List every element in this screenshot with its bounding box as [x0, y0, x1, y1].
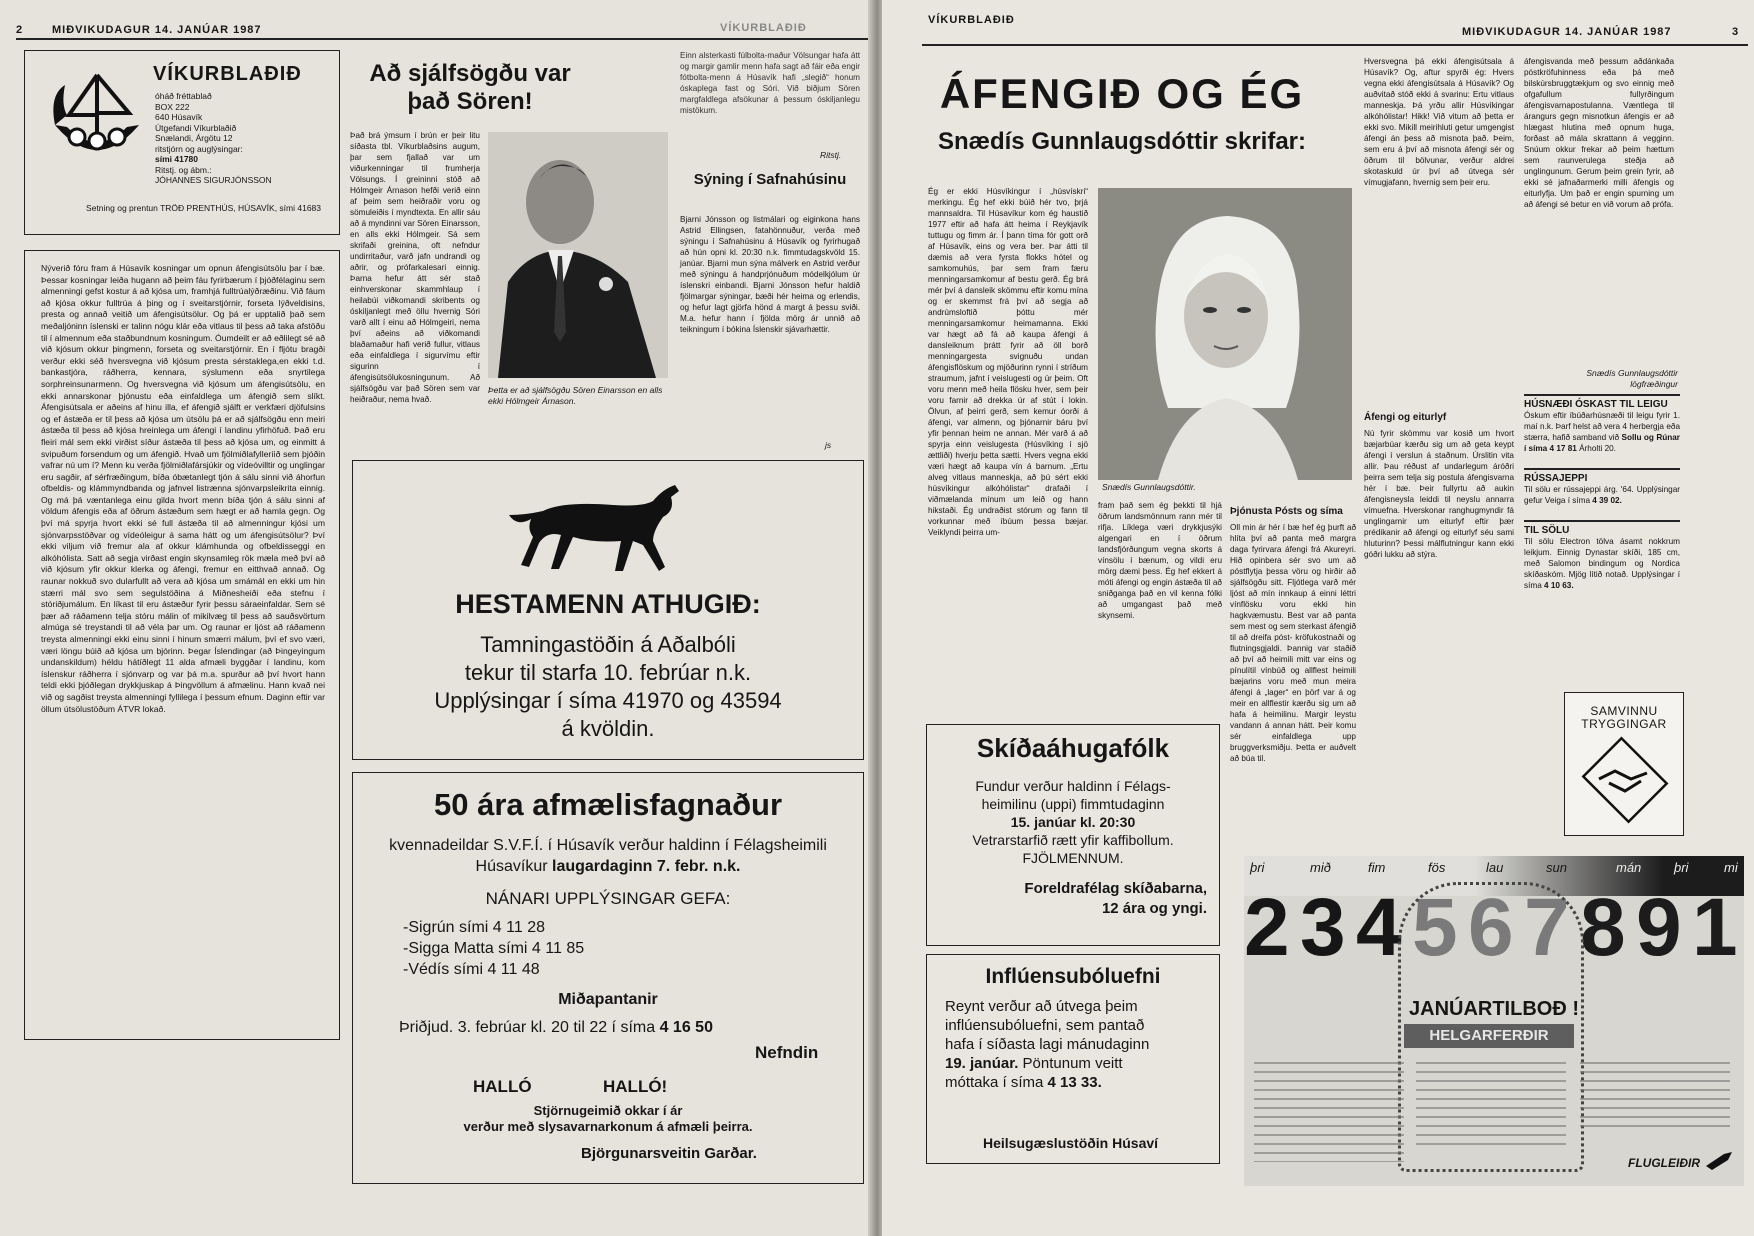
feature-photo: [1098, 188, 1352, 480]
pjonusta-body: Oll min ár hér í bæ hef ég þurft að hlíta því að panta með margra daga fyrirvara áfengi frá Akureyri. Hið opinbera sér svo um að póstflytja þessa vöru og hirðir að sjálfsögðu sitt. Fljótlega varð mér ljóst að mín innkaup á einni léttri vínflösku voru ekki hin hagkvæmustu. Best var að panta sem mest og sem sterkast áfengið til að dreifa póst- kröfukostnaði og flutningsgjaldi. Þannig var staðið að því að heimili mitt var eins og pínulítil vínbúð og allflest heimili bæjarins voru með mun meira áfengi á „lager“ en þörf var á og meir en allflestir kærðu sig um að hafa á heimilinu. Margir leystu vandann á annan hátt. Þeir komu sér einfaldlega upp bruggverksmiðju. Þetta er auðvelt að búa til.: [1230, 523, 1356, 763]
left-page: [0, 0, 872, 1236]
syning-sign: js: [825, 440, 832, 450]
fineprint-right: [1580, 1062, 1730, 1132]
flugleidir-headline: JANÚARTILBOÐ !: [1409, 998, 1579, 1020]
feature-col4: Hversvegna þá ekki áfengisútsala á Húsavík? Og, aftur spyrði ég: Hvers vegna ekki áfengisútsala á Húsavík? Og auðvitað stóð ekki á svarinu: Ertu vitlaus manneskja. Þá yrðu allir Húsvíkingar alkóhólistar! Hikk! Við vitum að þetta er ekki svo. Mikill meirihluti getur umgengist áfengi án þess að misnota það. Þeim, sem eru á því að misnota áfengi sér og öðrum til bölvunar, verður aldrei skotaskuld úr því að útvega sér vímugjafann, hvernig sem þeir eru.: [1364, 57, 1514, 187]
viking-ship-logo: [47, 65, 147, 175]
samvinnu-text: SAMVINNU TRYGGINGAR: [1581, 704, 1667, 731]
afmaeli-committee: Nefndin: [755, 1043, 819, 1062]
digit-row: 2 3 4 5 6 7 8 9 1: [1244, 882, 1738, 973]
afmaeli-info-head: NÁNARI UPPLÝSINGAR GEFA:: [485, 889, 731, 908]
handshake-icon: [1585, 745, 1665, 815]
classified-body: Óskum eftir íbúðarhúsnæði til leigu fyrir 1. maí n.k. Þarf helst að vera 4 herbergja eða stærra, hafið samband við Sollu og Rúnar í síma 4 17 81 Árholti 20.: [1524, 411, 1680, 453]
classified-title: HÚSNÆÐI ÓSKAST TIL LEIGU: [1524, 394, 1680, 410]
right-page: [882, 0, 1754, 1236]
masthead-box: [24, 50, 340, 235]
feature-col5: áfengisvanda með þessum aðdánkaða póstkröfuhinness eða þá með bilskúrsbruggtækjum og svo einnig með ofgafullum fullyrðingum áfengisvarnapostulanna. Væntlega til árangurs gegn misnotkun áfengis er að hlægast hlutina með opnum huga, forðast að mála skrattann á vegginn. Snúum okkur frekar að þeim hættum sem raunverulega steðja að unglingunum. Gerum þeim grein fyrir, að ekki sé jafnaðarmerki milli áfengis og eiturlyfja. Um það er engin spurning um að áfengi sé betur en við vorum að prófa.: [1524, 57, 1674, 209]
classified-title: TIL SÖLU: [1524, 520, 1680, 536]
soren-caption: Þetta er að sjálfsögðu Sören Einarsson en alls ekki Hólmgeir Árnason.: [488, 385, 663, 406]
feature-sign: Snædís Gunnlaugsdóttir lögfræðingur: [1586, 368, 1678, 389]
feature-col1: Ég er ekki Húsvíkingur í „húsvískri“ merkingu. Ég hef ekki búið hér tvo, þrjá mannsaldra. Til Húsavíkur kom ég haustið 1977 eftir að hafa átt heima í Reykjavík tuttugu og fimm ár. Í þann tíma fór gott orð af Húsavík, eins og vera ber. Þar átti til dæmis að vera fyrsta flokks hótel og samkomuhús, þar sem fram færu menningarsamkomur af bestu gerð. Ég brá mér því á dansleik skömmu eftir komu mína og er skemmst frá því að segja að andrúmsloftið þóttu mér menningarsamkomur heimamanna. Ekki var hægt að fá að kaupa áfengi á dansleiknum þrátt fyrir að öll borð menningargesta svignuðu undan áfengisflöskum og mjöðurinn rynni í stríðum straumum, jafnt í veislugesti og úr þeim. Oft voru menn með heila flösku hver, sem þeir voru farnir að drekka úr af stút í lokin. Ölvun, af þeirri gerð, sem kemur óorði á áfengi, var almenn, og þjónarnir báru því yfir þennan heim ne annan. Mér varð á að spyrja einn veislugesta (Húsvíking í sjö ættliði) hverju þetta sætti. Hvers vegna ekki væri hægt að kaupa vín á barnum. „Ertu alveg vitlaus manneskja, að þú sért ekki húsvíkingur alkóhólistar“ drafaði í viðmælanda mínum um leið og hann hikstaði. Ég undraðist stórum og fann til vorkunnar með íbúum þessa bæjar. Veiklyndi þeirra um-: [928, 187, 1088, 537]
bjorgun-text: Stjörnugeimið okkar í ár verður með slysavarnarkonum á afmæli þeirra.: [463, 1103, 753, 1134]
influensu-ad: [926, 954, 1220, 1164]
fineprint-center: [1416, 1062, 1566, 1152]
afmaeli-order-line: Þriðjud. 3. febrúar kl. 20 til 22 í síma 4 16 50: [399, 1019, 713, 1036]
pjonusta-headline: Þjónusta Pósts og síma: [1230, 506, 1343, 517]
hallo-1: HALLÓ: [473, 1077, 532, 1096]
horse-silhouette-icon: [503, 471, 703, 581]
skidi-text: Fundur verður haldinn í Félags- heimilinu (uppi) fimmtudaginn 15. janúar kl. 20:30 Vetrarstarfið rætt yfir kaffibollum. FJÖLMENNUM.: [972, 778, 1174, 866]
flugleidir-logo: FLUGLEIÐIR: [1628, 1156, 1700, 1170]
influensu-sign: Heilsugæslustöðin Húsaví: [983, 1135, 1159, 1151]
masthead-details: óháð fréttablað BOX 222 640 Húsavík Útgefandi Víkurblaðið Snælandi, Árgötu 12 ritstjórn og auglýsingar: sími 41780 Ritstj. og ábm.: JÓHANNES SIGURJÓNSSON: [155, 91, 272, 185]
hestamenn-text: Tamningastöðin á Aðalbóli tekur til starfa 10. febrúar n.k. Upplýsingar í síma 41970 og 43594 á kvöldin.: [434, 632, 782, 741]
classified-body: Til sölu er rússajeppi árg. '64. Upplýsingar gefur Veiga í síma 4 39 02.: [1524, 485, 1680, 505]
syning-body: Bjarni Jónsson og listmálari og eiginkona hans Astrid Ellingsen, fatahönnuður, verða með sýningu í Safnahúsinu á Húsavík og fyrirhugað að hún opni kl. 20:30 n.k. fimmtudagskvöld 15. janúar. Bjarni mun sýna málverk en Astrid verður með sýningu á handprjónuðum módelkjólum úr íslenskri einbandi. Bjarni Jónsson hefur haldið fjölmargar sýningar, bæði hér heima og erlendis, og hefur lagt gjörfa hönd á margt á þessu sviði. M.a. hefur hann í fjölda mörg ár unnið að teikningum í bókina Íslenskir sjávarhættir.: [680, 215, 860, 334]
fineprint-left: [1254, 1062, 1404, 1162]
afmaeli-intro: kvennadeildar S.V.F.Í. í Húsavík verður haldinn í Félagsheimili Húsavíkur laugardaginn 7. febr. n.k.: [389, 837, 827, 875]
afmaeli-title: 50 ára afmælisfagnaður: [433, 787, 783, 822]
feature-headline: ÁFENGIÐ OG ÉG: [939, 70, 1305, 117]
soren-body: Það brá ýmsum í brún er þeir litu síðasta tbl. Víkurblaðsins augum, þar sem fjallað var um viðurkenningar til frumherja Völsungs. Í greininni stóð að Hólmgeir Árnason hefði verið einn af þeim sem heiðraðir voru og sömuleiðis í myndtexta. En allir sáu að á myndinni var Sören Einarsson, en alls ekki Hólmgeir. Sá sem skrifaði greinina, oft nefndur undirritaður, varð jafn undrandi og aðrir, og prófarkalesari einnig. Þarna hefur átt sér stað einhverskonar skammhlaup í heilabúi viðkomandi skribents og óskiljanlegt með öllu hvernig Sóri varð allt í einu að Hólmgeiri, nema því aðeins að viðkomandi blaðamaður hafi verið fullur, vitlaus eða einfaldlega í sigurvímu eftir sigurinn í áfengisútsölukosningunum. Að sjálfsögðu var það Sören sem var heiðraður, nema hvað.: [350, 131, 480, 404]
flugleidir-ad: þri mið fim fös lau sun mán þri mi 2 3 4 5 6 7 8 9 1 JANÚARTILBOÐ ! HELGARFERÐIR FLUGLEIÐIR: [1244, 856, 1744, 1186]
editorial-box: [24, 250, 340, 1040]
samvinnu-ad: [1564, 692, 1684, 836]
flugleidir-subhead: HELGARFERÐIR: [1404, 1024, 1574, 1048]
skidi-ad: [926, 724, 1220, 946]
printing-credit: Setning og prentun TRÖÐ PRENTHÚS, HÚSAVÍK, sími 41683: [86, 203, 321, 213]
afmaeli-order-head: Miðapantanir: [558, 991, 658, 1008]
hestamenn-title: HESTAMENN ATHUGIÐ:: [455, 589, 761, 619]
running-head-right: VÍKURBLAÐIÐ: [928, 14, 1015, 26]
feature-col2: fram það sem ég þekkti til hjá öðrum landsmönnum rann mér til rifja. Líklega væri drykkjusýki algengari en í öðrum landsfjórðungum vegna skorts á vínsölu í bænum, og vildi eru mörg dæmi þess. Ég hef ekkert á móti áfengi og engin ástæða til að sniðganga það en vil kenna fólki að umgangast það með skynsemi.: [1098, 501, 1222, 620]
afengi-body: Nú fyrir skömmu var kosið um hvort bæjarbúar kærðu sig um að geta keypt áfengi í verslun á staðnum. Úrslitin vita allir. Þau réðust af undarlegum áróðri þeirra sem telja sig postula áfengisvarna hér í bæ. Þeir fullyrtu að aukin áfengisneysla leiddi til neyslu annarra vímuefna. Hverskonar ranghugmyndir fá unglingarnir um eiturlyf eftir þær prédikanir að áfengi og eiturlyf séu sami hluturinn? Þessi málflutningur kann ekki góðri lukku að stýra.: [1364, 429, 1514, 559]
skidi-sign: Foreldrafélag skíðabarna, 12 ára og yngi.: [1024, 880, 1207, 917]
afengi-headline: Áfengi og eiturlyf: [1364, 412, 1447, 423]
volsungur-body: Einn alsterkasti fúlbolta-maður Völsungar hafa átt og margir gamlir menn hafa sagt að fáir eða engir fótbolta-menn á Húsavík hafi „slegið“ honum óskaplega fast og Sóri. Við biðjum Sören margfaldlega afsökunar á þessum óskiljanlegu mistökum.: [680, 51, 860, 115]
classified-title: RÚSSAJEPPI: [1524, 468, 1680, 484]
skidi-title: Skíðaáhugafólk: [976, 733, 1170, 763]
classifieds: [1524, 394, 1680, 591]
bjorgun-sign: Björgunarsveitin Garðar.: [581, 1145, 757, 1162]
classified-body: Til sölu Electron tölva ásamt nokkrum leikjum. Einnig Dynastar skíði, 185 cm, með Salomon bindingum og Nordica skíðaskóm. Mjög lítið notað. Upplýsingar í síma 4 10 63.: [1524, 537, 1680, 590]
afmaeli-ad: [352, 772, 864, 1184]
masthead-title: VÍKURBLAÐIÐ: [153, 63, 302, 85]
volsungur-sign: Ritstj.: [820, 150, 842, 160]
feature-byline: Snædís Gunnlaugsdóttir skrifar:: [937, 128, 1307, 155]
hestamenn-ad: [352, 460, 864, 760]
issue-date: MIÐVIKUDAGUR 14. JANÚAR 1987: [52, 24, 262, 36]
soren-headline: Að sjálfsögðu var það Sören!: [369, 60, 571, 115]
page-number: 2: [16, 24, 24, 36]
airplane-icon: [1704, 1150, 1734, 1172]
issue-date-right: MIÐVIKUDAGUR 14. JANÚAR 1987: [1462, 26, 1672, 38]
feature-caption: Snædís Gunnlaugsdóttir.: [1102, 482, 1196, 492]
hallo-2: HALLÓ!: [603, 1077, 668, 1096]
soren-photo: [488, 132, 668, 378]
afmaeli-contacts: -Sigrún sími 4 11 28 -Sigga Matta sími 4 11 85 -Védís sími 4 11 48: [403, 919, 585, 978]
influensu-title: Inflúensubóluefni: [985, 965, 1161, 988]
influensu-text: Reynt verður að útvega þeim inflúensubóluefni, sem pantað hafa í síðasta lagi mánudaginn 19. janúar. Pöntunum veitt móttaka í síma 4 13 33.: [945, 998, 1150, 1091]
editorial-body: Nýverið fóru fram á Húsavík kosningar um opnun áfengisútsölu þar í bæ. Þessar kosningar leiða hugann að þeim fáu fyrirbærum í þjóðfélaginu sem almenningi gefst kostur á að kjósa um, framhjá fulltrúalýðræðinu. Við fáum að kjósa okkur fulltrúa á þing og í sveitarstjórnir, forseta lýðveldisins, presta og annað veitið um áfengisútsölur. Og þá er upptalið það sem meðaljóninn íslenski er talinn nógu klár eða vitlaus til þess að taka afstöðu til í almennum eða staðbundnum kosningum. Óumdeilt er að eðlilegt sé að við kjósum okkur þingmenn, forseta og sveitarstjórnir. En í fljótu bragði verður ekki séð hversvegna við kjósum presta sérstaklega,en ekki t.d. bankastjóra, ráðherra, kennara, sýslumenn eða snyrtilega sorphreinsunarmenn. Og hversvegna við kjósum um áfengisútsölu, en ekki annarskonar þjónustu eða einfaldlega um áfengið sem slíkt. Áfengisútsala er aðeins af hinu illa, ef áfengið sjálft er verkfæri djöfulsins og ef ástæða er til þess að kjósa um útsölu þá er að sjálfsögðu enn meiri ástæða til þess að kjósa hreinlega um áfengi í landinu yfirhöfuð. Það eru fleiri mál sem ekki virðist síður ástæða til þess að kjósa um, og einmitt á svipuðum forsendum og um áfengið. Hvað um fjölmiðlafylleríið sem þjóðin vafrar nú um í? Menn ku verða fjölmiðlafársjúkir og vídeóvilltir og unglingar eru sagðir, af sérfræðingum, bíða óbætanlegt tjón á sálu sinni við áhorfun ofbeldis- og klámmyndbanda og jafnvel listrænna sjónvarpsleikrita einnig. Og má þá væntanlega einu gilda hvort menn bíða tjón á sálu sinni af völdum áfengis eða af öðrum ástæðum sem hægt er að hamla gegn. Og því má spyrja hvort ekki sé full ástæða til að almenningur kjósi um sjónvarpsstöðvar og vídeóleigur á sama hátt og um áfengisútsölur? Því ekki viljum við fremur ala af okkur klámhunda og ofbeldisseggi en alkóhólista. Satt að segja virðast engin skynsamleg rök mæla með því að við kjósum yfir okkur klerka og áfengi, fremur en eitthvað annað. Og raunar nokkuð svo dularfullt að vera að kjósa um smámál en ekki um hin stærri mál svo sem segulstöðina á Miðnesheiði eða stefnu í stóriðjumálum. En líkast til eru ástæður fyrir þessu sáraeinfaldar. Sem sé þær að ráðamenn telja stóru málin of mikilvæg til þess að sauðsvörtum almúga sé treystandi til að véla þar um. Og raunar er ljóst að ráðamenn treysta almenningi ekki einu sinni í hinum smærri málum, því ef svo væri, væri löngu búið að kjósa um bjórinn. Þegar Íslendingar (að Þingeyingum undanskildum) héldu hátíðlegt 11 alda afmæli byggðar í landinu, kom íslenskur ráðherra í sjónvarp og var þá m.a. spurður að því hvort hann teldi ekki þjóðlegan drykkjuskap á Þingvöllum á afmælinu. Hann kvað nei við og sagðist treysta almenningi fyllilega í þessum efnum. Daginn eftir var öllum útsölustöðum ÁTVR lokað.: [41, 263, 325, 714]
running-head: VÍKURBLAÐIÐ: [720, 22, 807, 34]
page-number-right: 3: [1732, 26, 1740, 38]
syning-headline: Sýning í Safnahúsinu: [693, 171, 847, 188]
